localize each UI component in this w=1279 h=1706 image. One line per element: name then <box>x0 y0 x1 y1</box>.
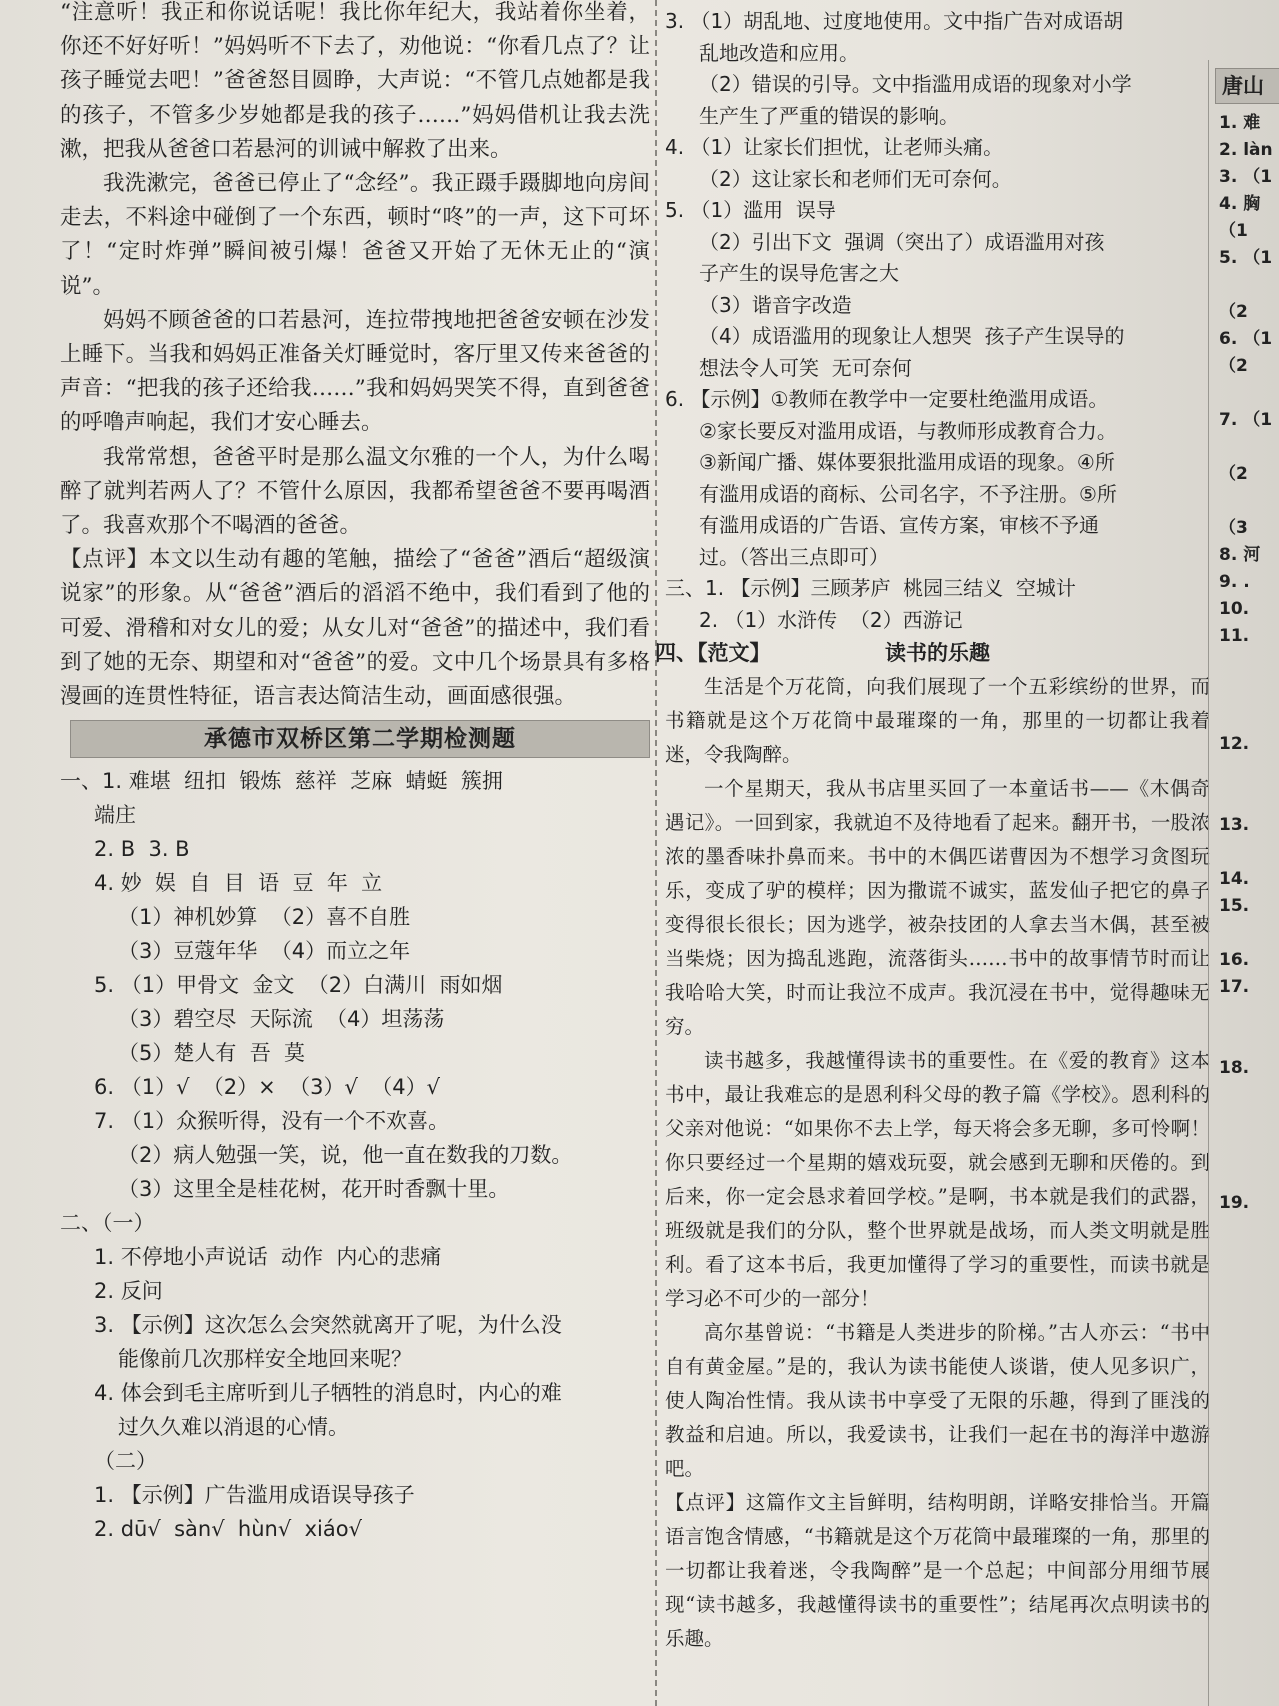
answer-number <box>1215 1028 1279 1055</box>
middle-column <box>655 0 1210 1656</box>
answer-number: 5. （1 <box>1219 248 1273 268</box>
answer-number: 18. <box>1219 1058 1250 1078</box>
answer-line: （3）谐音字改造 <box>699 292 852 317</box>
left-column <box>60 0 650 1546</box>
story-text <box>60 0 650 714</box>
answer-number: 10. <box>1219 599 1250 619</box>
essay-label: 四、【范文】 <box>655 641 771 665</box>
answer-number: 19. <box>1219 1193 1250 1213</box>
answer-line: 乱地改造和应用。 <box>699 40 859 65</box>
answer-line: ③新闻广播、媒体要狠批滥用成语的现象。④所 <box>699 450 1115 474</box>
answer-number <box>1215 920 1279 947</box>
section-tab: 唐山 <box>1215 68 1279 104</box>
answer-line: （3）这里全是桂花树，花开时香飘十里。 <box>118 1177 510 1202</box>
answer-number <box>1215 758 1279 785</box>
answer-line: 3. （1）胡乱地、过度地使用。文中指广告对成语胡 <box>665 9 1124 33</box>
answer-number: 15. <box>1219 896 1250 916</box>
answer-number: 9. . <box>1219 572 1250 592</box>
answer-line: 5. （1）滥用 误导 <box>665 198 836 222</box>
essay-paragraph: 读书越多，我越懂得读书的重要性。在《爱的教育》这本书中，最让我难忘的是恩利科父母的教子篇《学校》。恩利科的父亲对他说：“如果你不去上学，每天将会多无聊，多可怜啊！你只要经过一个星期的嬉戏玩耍，就会感到无聊和厌倦的。到后来，你一定会恳求着回学校。”是啊，书本就是我们的武器，班级就是我们的分队，整个世界就是战场，而人类文明就是胜利。看了这本书后，我更加懂得了学习的重要性，而读书就是学习必不可少的一部分！ <box>665 1049 1210 1310</box>
answer-number <box>1215 677 1279 704</box>
answer-number: 14. <box>1219 869 1250 889</box>
answer-number <box>1215 380 1279 407</box>
answer-line: 6. 【示例】①教师在教学中一定要杜绝滥用成语。 <box>665 387 1109 411</box>
answer-line: 4. 妙 娱 自 目 语 豆 年 立 <box>94 871 383 896</box>
answer-line: 2. 反问 <box>94 1279 163 1304</box>
essay-title: 读书的乐趣 <box>885 641 990 665</box>
answer-number <box>1215 1082 1279 1109</box>
answer-number: （1 <box>1219 221 1248 241</box>
story-paragraph: 妈妈不顾爸爸的口若悬河，连拉带拽地把爸爸安顿在沙发上睡下。当我和妈妈正准备关灯睡觉时，客厅里又传来爸爸的声音：“把我的孩子还给我……”我和妈妈哭笑不得，直到爸爸的呼噜声响起，我们才安心睡去。 <box>60 307 650 436</box>
answer-number: 7. （1 <box>1219 410 1273 430</box>
answer-number: 11. <box>1219 626 1250 646</box>
answer-number: 12. <box>1219 734 1250 754</box>
answer-line: 有滥用成语的商标、公司名字，不予注册。⑤所 <box>699 481 1117 506</box>
answer-line: 6. （1）√ （2）× （3）√ （4）√ <box>94 1075 440 1100</box>
answer-line: 二、（一） <box>60 1211 155 1236</box>
answer-line: （3）豆蔻年华 （4）而立之年 <box>118 939 411 964</box>
answer-line: （2）这让家长和老师们无可奈何。 <box>699 166 1012 191</box>
answer-number <box>1215 1163 1279 1190</box>
answer-number <box>1215 272 1279 299</box>
answer-line: （2）引出下文 强调（突出了）成语滥用对孩 <box>699 229 1105 254</box>
essay-paragraph: 【点评】这篇作文主旨鲜明，结构明朗，详略安排恰当。开篇语言饱含情感，“书籍就是这个万花筒中最璀璨的一角，那里的一切都让我着迷，令我陶醉”是一个总起；中间部分用细节展现“读书越多，我越懂得读书的重要性”；结尾再次点明读书的乐趣。 <box>665 1491 1210 1650</box>
answer-line: 想法令人可笑 无可奈何 <box>699 355 912 380</box>
answer-number: 3. （1 <box>1219 167 1273 187</box>
answer-number: （2 <box>1219 356 1248 376</box>
answer-number <box>1215 650 1279 677</box>
answer-number: 2. làn <box>1219 140 1273 160</box>
answer-number: 6. （1 <box>1219 329 1273 349</box>
essay-paragraph: 高尔基曾说：“书籍是人类进步的阶梯。”古人亦云：“书中自有黄金屋。”是的，我认为读书能使人谈谐，使人见多识广，使人陶冶性情。我从读书中享受了无限的乐趣，得到了匪浅的教益和启迪。所以，我爱读书，让我们一起在书的海洋中遨游吧。 <box>665 1321 1210 1480</box>
answer-line: （2）错误的引导。文中指滥用成语的现象对小学 <box>699 72 1132 96</box>
answer-line: 生产生了严重的错误的影响。 <box>699 103 959 128</box>
answer-line: 1. 【示例】广告滥用成语误导孩子 <box>94 1483 415 1508</box>
answer-line: （3）碧空尽 天际流 （4）坦荡荡 <box>118 1007 445 1032</box>
answer-line: 2. B 3. B <box>94 837 190 862</box>
essay-paragraph: 生活是个万花筒，向我们展现了一个五彩缤纷的世界，而书籍就是这个万花筒中最璀璨的一角，那里的一切都让我着迷，令我陶醉。 <box>665 675 1210 766</box>
answer-line: 2. dū√ sàn√ hùn√ xiáo√ <box>94 1517 362 1542</box>
story-paragraph: 【点评】本文以生动有趣的笔触，描绘了“爸爸”酒后“超级演说家”的形象。从“爸爸”酒后的滔滔不绝中，我们看到了他的可爱、滑稽和对女儿的爱；从女儿对“爸爸”的描述中，我们看到了她的无奈、期望和对“爸爸”的爱。文中几个场景具有多格漫画的连贯性特征，语言表达简洁生动，画面感很强。 <box>60 547 650 710</box>
answer-list-middle <box>665 6 1210 636</box>
answer-number <box>1215 839 1279 866</box>
story-paragraph: 我常常想，爸爸平时是那么温文尔雅的一个人，为什么喝醉了就判若两人了？不管什么原因，我都希望爸爸不要再喝酒了。我喜欢那个不喝酒的爸爸。 <box>60 444 650 539</box>
answer-line: ②家长要反对滥用成语，与教师形成教育合力。 <box>699 418 1117 443</box>
answer-line: 过久久难以消退的心情。 <box>118 1415 349 1440</box>
answer-line: （二） <box>94 1449 157 1474</box>
answer-line: 一、1. 难堪 纽扣 锻炼 慈祥 芝麻 蜻蜓 簇拥 <box>60 769 503 794</box>
answer-line: 子产生的误导危害之大 <box>699 261 899 285</box>
answer-line: 4. 体会到毛主席听到儿子牺牲的消息时，内心的难 <box>94 1381 562 1406</box>
story-paragraph: “注意听！我正和你说话呢！我比你年纪大，我站着你坐着，你还不好好听！”妈妈听不下去了，劝他说：“你看几点了？让孩子睡觉去吧！”爸爸怒目圆睁，大声说：“不管几点她都是我的孩子，不管多少岁她都是我的孩子……”妈妈借机让我去洗漱，把我从爸爸口若悬河的训诫中解救了出来。 <box>60 0 650 162</box>
answer-number <box>1215 434 1279 461</box>
answer-line: （5）楚人有 吾 莫 <box>118 1041 306 1066</box>
answer-number: 17. <box>1219 977 1250 997</box>
answer-number: 1. 难 <box>1219 113 1261 133</box>
answer-line: （4）成语滥用的现象让人想哭 孩子产生误导的 <box>699 324 1125 348</box>
answer-number <box>1215 1001 1279 1028</box>
right-divider <box>1208 60 1209 1706</box>
answer-number: （2 <box>1219 464 1248 484</box>
answer-number: 13. <box>1219 815 1250 835</box>
column-divider <box>655 0 657 1706</box>
section-banner: 承德市双桥区第二学期检测题 <box>70 720 650 758</box>
answer-line: 3. 【示例】这次怎么会突然就离开了呢，为什么没 <box>94 1313 562 1338</box>
essay-heading <box>655 636 1210 670</box>
answer-line: 过。（答出三点即可） <box>699 544 889 569</box>
answer-line: 有滥用成语的广告语、宣传方案，审核不予通 <box>699 513 1099 537</box>
answer-number <box>1215 1109 1279 1136</box>
answer-number: 8. 河 <box>1219 545 1261 565</box>
answer-line: 1. 不停地小声说话 动作 内心的悲痛 <box>94 1245 442 1270</box>
story-paragraph: 我洗漱完，爸爸已停止了“念经”。我正蹑手蹑脚地向房间走去，不料途中碰倒了一个东西，顿时“咚”的一声，这下可坏了！“定时炸弹”瞬间被引爆！爸爸又开始了无休无止的“演说”。 <box>60 171 650 299</box>
answer-number <box>1215 704 1279 731</box>
answer-line: （1）神机妙算 （2）喜不自胜 <box>118 905 411 930</box>
answer-line: 端庄 <box>94 803 136 828</box>
answer-list-right <box>1215 110 1279 1217</box>
answer-line: 7. （1）众猴听得，没有一个不欢喜。 <box>94 1109 450 1134</box>
answer-number <box>1215 1136 1279 1163</box>
answer-number: 16. <box>1219 950 1250 970</box>
answer-line: 5. （1）甲骨文 金文 （2）白满川 雨如烟 <box>94 973 503 998</box>
answer-number: （3 <box>1219 518 1248 538</box>
answer-line: （2）病人勉强一笑，说，他一直在数我的刀数。 <box>118 1143 573 1168</box>
answer-line: 4. （1）让家长们担忧，让老师头痛。 <box>665 135 1004 159</box>
answer-line: 2. （1）水浒传 （2）西游记 <box>699 607 963 632</box>
answer-number <box>1215 488 1279 515</box>
answer-number <box>1215 785 1279 812</box>
answer-number: 4. 胸 <box>1219 194 1261 214</box>
right-column-cropped <box>1215 0 1279 1217</box>
answer-number: （2 <box>1219 302 1248 322</box>
essay-paragraph: 一个星期天，我从书店里买回了一本童话书——《木偶奇遇记》。一回到家，我就迫不及待地看了起来。翻开书，一股浓浓的墨香味扑鼻而来。书中的木偶匹诺曹因为不想学习贪图玩乐，变成了驴的模样；因为撒谎不诚实，蓝发仙子把它的鼻子变得很长很长；因为逃学，被杂技团的人拿去当木偶，甚至被当柴烧；因为捣乱逃跑，流落街头……书中的故事情节时而让我哈哈大笑，时而让我泣不成声。我沉浸在书中，觉得趣味无穷。 <box>665 777 1210 1038</box>
answer-line: 能像前几次那样安全地回来呢？ <box>118 1347 412 1372</box>
answer-list-left <box>60 764 650 1546</box>
answer-line: 三、1. 【示例】三顾茅庐 桃园三结义 空城计 <box>665 576 1076 600</box>
model-essay <box>665 670 1210 1656</box>
